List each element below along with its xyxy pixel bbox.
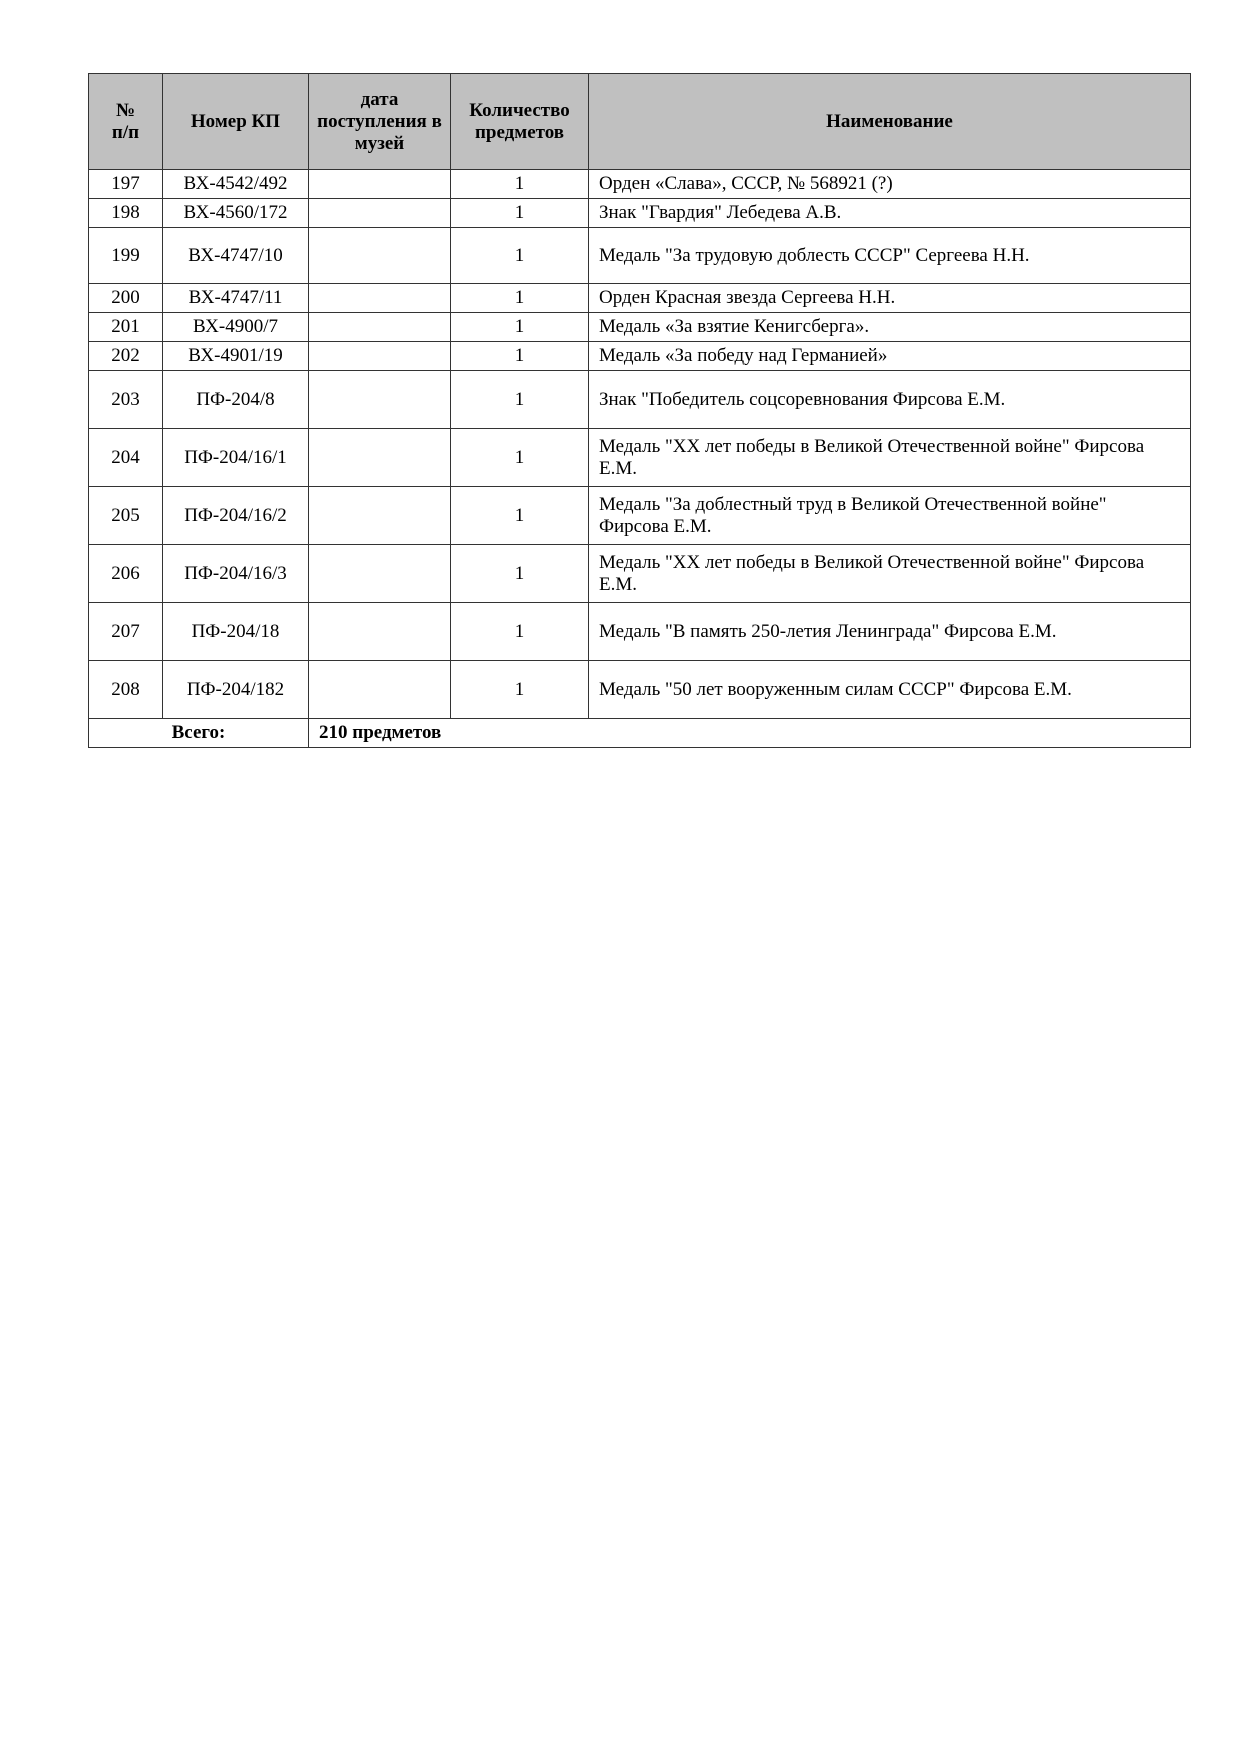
- table-row: [89, 429, 1191, 487]
- table-row: [89, 342, 1191, 371]
- cell-date: [309, 228, 451, 284]
- cell-num: 203: [89, 371, 163, 429]
- table-row: [89, 545, 1191, 603]
- total-value: 210 предметов: [309, 719, 1191, 748]
- cell-num: 206: [89, 545, 163, 603]
- cell-name: Медаль "XX лет победы в Великой Отечественной войне" Фирсова Е.М.: [589, 545, 1191, 603]
- cell-name: Медаль "В память 250-летия Ленинграда" Фирсова Е.М.: [589, 603, 1191, 661]
- header-num: № п/п: [89, 74, 163, 170]
- cell-qty: 1: [451, 170, 589, 199]
- cell-kp: ПФ-204/18: [163, 603, 309, 661]
- cell-num: 208: [89, 661, 163, 719]
- cell-name: Медаль "XX лет победы в Великой Отечественной войне" Фирсова Е.М.: [589, 429, 1191, 487]
- cell-qty: 1: [451, 342, 589, 371]
- cell-qty: 1: [451, 284, 589, 313]
- cell-kp: ВХ-4747/11: [163, 284, 309, 313]
- header-kp-number: Номер КП: [163, 74, 309, 170]
- cell-qty: 1: [451, 371, 589, 429]
- cell-num: 198: [89, 199, 163, 228]
- cell-qty: 1: [451, 545, 589, 603]
- total-label: Всего:: [89, 719, 309, 748]
- cell-date: [309, 342, 451, 371]
- header-item-name: Наименование: [589, 74, 1191, 170]
- cell-qty: 1: [451, 313, 589, 342]
- cell-num: 202: [89, 342, 163, 371]
- cell-name: Знак "Победитель соцсоревнования Фирсова Е.М.: [589, 371, 1191, 429]
- table-header: [89, 74, 1191, 170]
- cell-date: [309, 603, 451, 661]
- table-row: [89, 170, 1191, 199]
- cell-kp: ВХ-4900/7: [163, 313, 309, 342]
- cell-date: [309, 487, 451, 545]
- inventory-table: [88, 73, 1191, 748]
- table-row: [89, 228, 1191, 284]
- cell-kp: ПФ-204/182: [163, 661, 309, 719]
- cell-num: 197: [89, 170, 163, 199]
- cell-name: Медаль «За взятие Кенигсберга».: [589, 313, 1191, 342]
- cell-kp: ВХ-4901/19: [163, 342, 309, 371]
- cell-qty: 1: [451, 429, 589, 487]
- cell-name: Медаль "За доблестный труд в Великой Отечественной войне" Фирсова Е.М.: [589, 487, 1191, 545]
- cell-num: 200: [89, 284, 163, 313]
- table-row: [89, 313, 1191, 342]
- total-row: [89, 719, 1191, 748]
- cell-date: [309, 284, 451, 313]
- cell-kp: ВХ-4560/172: [163, 199, 309, 228]
- cell-date: [309, 313, 451, 342]
- header-receipt-date: дата поступления в музей: [309, 74, 451, 170]
- cell-num: 207: [89, 603, 163, 661]
- cell-qty: 1: [451, 603, 589, 661]
- table-row: [89, 284, 1191, 313]
- cell-date: [309, 545, 451, 603]
- cell-date: [309, 661, 451, 719]
- cell-qty: 1: [451, 228, 589, 284]
- cell-kp: ПФ-204/16/2: [163, 487, 309, 545]
- cell-name: Орден «Слава», СССР, № 568921 (?): [589, 170, 1191, 199]
- cell-num: 205: [89, 487, 163, 545]
- cell-date: [309, 170, 451, 199]
- cell-num: 204: [89, 429, 163, 487]
- cell-qty: 1: [451, 199, 589, 228]
- cell-date: [309, 429, 451, 487]
- table-row: [89, 371, 1191, 429]
- cell-kp: ПФ-204/16/3: [163, 545, 309, 603]
- cell-name: Медаль "50 лет вооруженным силам СССР" Фирсова Е.М.: [589, 661, 1191, 719]
- cell-qty: 1: [451, 661, 589, 719]
- table-row: [89, 603, 1191, 661]
- cell-name: Медаль "За трудовую доблесть СССР" Сергеева Н.Н.: [589, 228, 1191, 284]
- cell-date: [309, 199, 451, 228]
- cell-name: Орден Красная звезда Сергеева Н.Н.: [589, 284, 1191, 313]
- table-row: [89, 199, 1191, 228]
- cell-num: 201: [89, 313, 163, 342]
- cell-qty: 1: [451, 487, 589, 545]
- header-quantity: Количество предметов: [451, 74, 589, 170]
- cell-kp: ПФ-204/16/1: [163, 429, 309, 487]
- cell-kp: ПФ-204/8: [163, 371, 309, 429]
- cell-date: [309, 371, 451, 429]
- cell-kp: ВХ-4542/492: [163, 170, 309, 199]
- cell-name: Знак "Гвардия" Лебедева А.В.: [589, 199, 1191, 228]
- table-row: [89, 487, 1191, 545]
- cell-num: 199: [89, 228, 163, 284]
- table-row: [89, 661, 1191, 719]
- cell-kp: ВХ-4747/10: [163, 228, 309, 284]
- cell-name: Медаль «За победу над Германией»: [589, 342, 1191, 371]
